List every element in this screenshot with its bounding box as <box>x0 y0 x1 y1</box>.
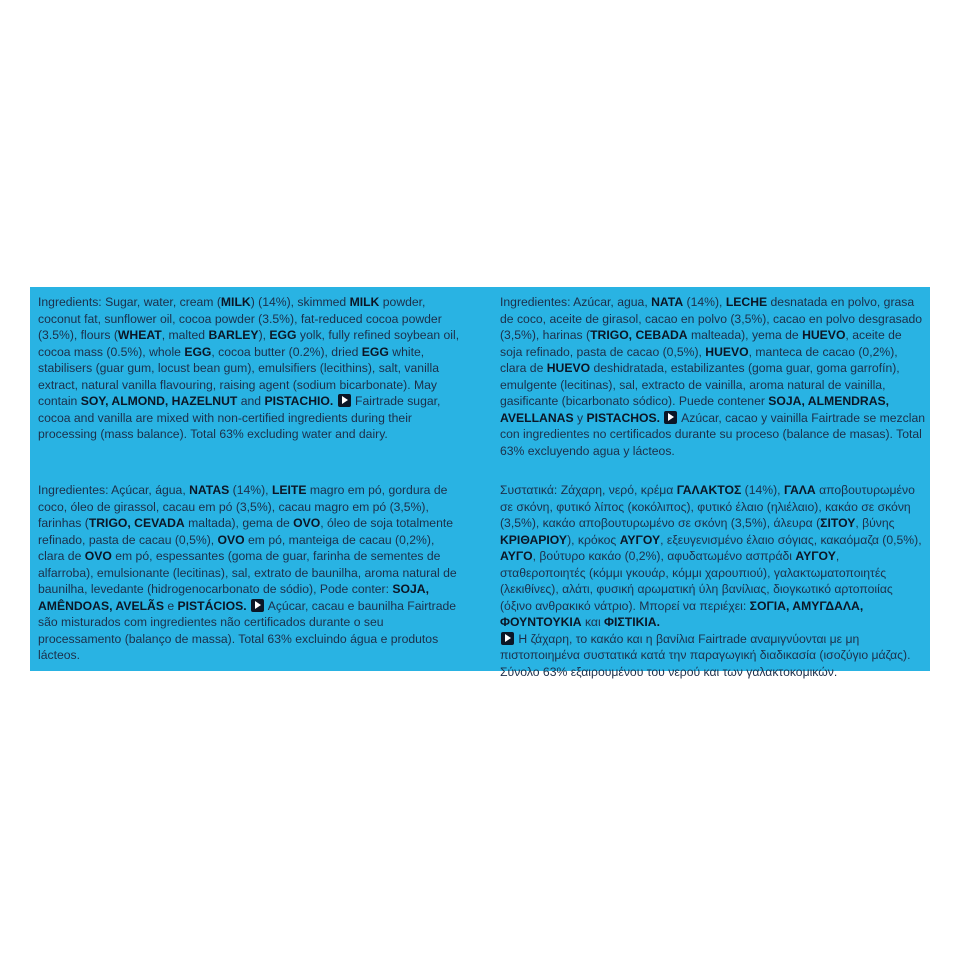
fairtrade-arrow-icon <box>501 632 514 645</box>
text: magro em pó, gordura de coco, óleo de girassol, cacau em pó (3,5%), cacau magro em pó (3,5%), farinhas ( <box>38 483 448 530</box>
allergen: ΑΥΓΟΥ <box>795 549 836 563</box>
text: malteada), yema de <box>687 328 803 342</box>
text: desnatada en polvo, grasa de coco, aceite de girasol, cacao en polvo (3,5%), cacao en polvo desgrasado (3,5%), harinas ( <box>500 295 923 342</box>
text: , cocoa butter (0.2%), dried <box>211 344 362 359</box>
fairtrade-arrow-icon <box>664 411 677 424</box>
fairtrade-arrow-icon <box>338 394 351 407</box>
fairtrade-arrow-icon <box>251 599 264 612</box>
text: ), <box>258 328 270 342</box>
text: deshidratada, estabilizantes (goma guar, goma garrofín), emulgente (lecitinas), sal, extracto de vainilla, aroma natural de vainilla, gasificante (bicarbonato sódico). Puede contener <box>500 361 900 408</box>
allergen: ΚΡΙΘΑΡΙΟΥ <box>500 532 568 547</box>
allergen: WHEAT <box>117 328 162 342</box>
text: em pó, manteiga de cacau (0,2%), clara de <box>38 532 435 563</box>
allergen: ΦΙΣΤΙΚΙΑ. <box>604 615 660 629</box>
text: , malted <box>161 328 209 342</box>
text: maltada), gema de <box>184 516 294 530</box>
allergen: TRIGO, CEVADA <box>88 516 185 530</box>
text: , manteca de cacao (0,2%), clara de <box>500 344 898 375</box>
text: , óleo de soja totalmente refinado, pasta de cacau (0,5%), <box>38 516 454 547</box>
text: Συστατικά: Ζάχαρη, νερό, κρέμα <box>500 483 677 497</box>
text: και <box>581 615 605 629</box>
text: , εξευγενισμένο έλαιο σόγιας, κακαόμαζα (0,5%), <box>660 532 922 547</box>
allergen: OVO <box>217 532 245 547</box>
allergen: NATAS <box>189 483 230 497</box>
allergen: LECHE <box>725 295 768 309</box>
ingredients-panel <box>30 287 930 679</box>
text: y <box>573 410 587 425</box>
text: Açúcar, cacau e baunilha Fairtrade são misturados com ingredientes não certificados durante o seu processamento (balanço de massa). Total 63% excluindo água e produtos lácteos. <box>38 598 457 662</box>
allergen: ΓΑΛΑ <box>783 483 816 497</box>
text: e <box>163 598 178 613</box>
text: (14%), <box>683 295 726 309</box>
allergen: PISTACHOS. <box>586 410 661 425</box>
allergen: OVO <box>293 516 321 530</box>
allergen: EGG <box>269 328 297 342</box>
allergen: HUEVO <box>705 344 749 359</box>
allergen: EGG <box>184 344 212 359</box>
allergen: OVO <box>84 549 112 563</box>
text: powder, coconut fat, sunflower oil, cocoa powder (3.5%), fat-reduced cocoa powder (3.5%), flours ( <box>38 295 442 342</box>
text: ), κρόκος <box>567 532 620 547</box>
text: , βύνης <box>855 516 895 530</box>
allergen: NATA <box>651 295 684 309</box>
text: Η ζάχαρη, το κακάο και η βανίλια Fairtrade αναμιγνύονται με μη πιστοποιημένα συστατικά κατά την παραγωγική διαδικασία (ισοζύγιο μάζας). Σύνολο 63% εξαιρουμένου του νερού και των γαλακτοκομικών. <box>500 631 911 679</box>
allergen: SOJA, ALMENDRAS, AVELLANAS <box>500 394 890 425</box>
allergen: HUEVO <box>546 361 591 375</box>
ingredients-spanish <box>500 294 925 459</box>
text: ) (14%), skimmed <box>250 295 350 309</box>
allergen: MILK <box>220 295 251 309</box>
text: , βούτυρο κακάο (0,2%), αφυδατωμένο ασπράδι <box>532 549 796 563</box>
allergen: ΣΙΤΟΥ <box>820 516 856 530</box>
allergen: PISTACHIO. <box>264 394 334 408</box>
allergen: ΑΥΓΟΥ <box>619 532 661 547</box>
text: em pó, espessantes (goma de guar, farinha de sementes de alfarroba), emulsionante (lecitinas), sal, extrato de baunilha, aroma natural de baunilha, levedante (hidrogenocarbonato de sódio), Pode conter: <box>38 549 457 596</box>
allergen: BARLEY <box>208 328 259 342</box>
allergen: HUEVO <box>802 328 846 342</box>
text: Ingredientes: Azúcar, agua, <box>500 295 652 309</box>
text: Ingredients: Sugar, water, cream ( <box>38 295 221 309</box>
allergen: LEITE <box>271 483 307 497</box>
text: white, stabilisers (guar gum, locust bean gum), emulsifiers (lecithins), salt, vanilla extract, natural vanilla flavouring, raising agent (sodium bicarbonate). May contain <box>38 344 439 408</box>
allergen: TRIGO, CEBADA <box>590 328 688 342</box>
allergen: ΣΟΓΙΑ, ΑΜΥΓΔΑΛΑ, ΦΟΥΝΤΟΥΚΙΑ <box>500 598 864 629</box>
text: Ingredientes: Açúcar, água, <box>38 483 190 497</box>
allergen: ΓΑΛΑΚΤΟΣ <box>676 483 742 497</box>
allergen: PISTÁCIOS. <box>177 598 247 613</box>
text: Azúcar, cacao y vainilla Fairtrade se mezclan con ingredientes no certificados durante su proceso (balance de masas). Total 63% excluyendo agua y lácteos. <box>500 410 926 458</box>
allergen: SOY, ALMOND, HAZELNUT <box>80 394 238 408</box>
text: and <box>237 394 265 408</box>
text: yolk, fully refined soybean oil, cocoa mass (0.5%), whole <box>38 328 460 359</box>
ingredients-english <box>38 294 463 443</box>
ingredients-greek <box>500 482 925 680</box>
text: , σταθεροποιητές (κόμμι γκουάρ, κόμμι χαρουπιού), γαλακτωματοποιητές (λεκιθίνες), αλάτι, φυσική αρωματική ύλη βανίλιας, διογκωτικό αρτοποιίας (όξινο ανθρακικό νάτριο). Μπορεί να περιέχει: <box>500 549 893 613</box>
text: (14%), <box>741 483 784 497</box>
allergen: EGG <box>361 344 389 359</box>
text: Fairtrade sugar, cocoa and vanilla are mixed with non-certified ingredients during their processing (mass balance). Total 63% excluding water and dairy. <box>38 394 441 441</box>
text: (14%), <box>229 483 272 497</box>
allergen: MILK <box>349 295 380 309</box>
ingredients-portuguese <box>38 482 463 664</box>
text: , aceite de soja refinado, pasta de cacao (0,5%), <box>500 328 902 359</box>
allergen: SOJA, AMÊNDOAS, AVELÃS <box>38 582 429 613</box>
allergen: ΑΥΓΟ <box>500 549 533 563</box>
text: αποβουτυρωμένο σε σκόνη, φυτικό λίπος (κοκόλιπος), φυτικό έλαιο (ηλιέλαιο), κακάο σε σκόνη (3,5%), κακάο αποβουτυρωμένο σε σκόνη (3,5%), άλευρα ( <box>500 483 915 530</box>
